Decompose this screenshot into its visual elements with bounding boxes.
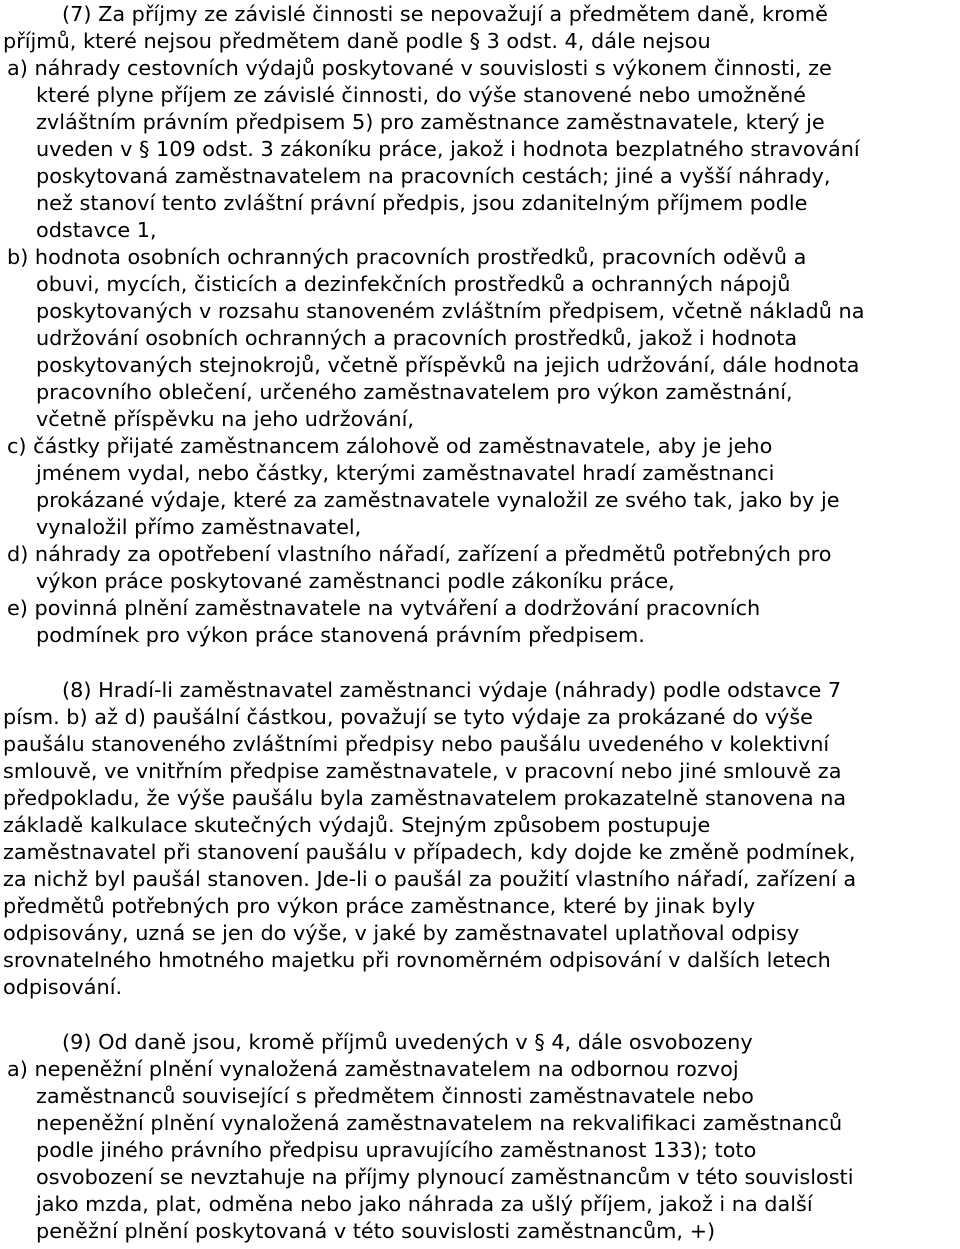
doc-line: poskytovaných stejnokrojů, včetně příspěvků na jejich udržování, dále hodnota [36,353,860,377]
doc-line: e) povinná plnění zaměstnavatele na vytváření a dodržování pracovních [7,596,761,620]
doc-line: jako mzda, plat, odměna nebo jako náhrada za ušlý příjem, jakož i na další [36,1192,813,1216]
doc-line: (9) Od daně jsou, kromě příjmů uvedených v § 4, dále osvobozeny [62,1030,753,1054]
doc-line: výkon práce poskytované zaměstnanci podle zákoníku práce, [36,569,675,593]
doc-line: (7) Za příjmy ze závislé činnosti se nepovažují a předmětem daně, kromě [62,2,828,26]
doc-line: b) hodnota osobních ochranných pracovních prostředků, pracovních oděvů a [7,245,807,269]
doc-line: základě kalkulace skutečných výdajů. Stejným způsobem postupuje [3,813,711,837]
doc-line: předmětů potřebných pro výkon práce zaměstnance, které by jinak byly [3,894,756,918]
doc-line: osvobození se nevztahuje na příjmy plynoucí zaměstnancům v této souvislosti [36,1165,854,1189]
doc-line: smlouvě, ve vnitřním předpise zaměstnavatele, v pracovní nebo jiné smlouvě za [3,759,842,783]
doc-line: podmínek pro výkon práce stanovená právním předpisem. [36,623,645,647]
doc-line: c) částky přijaté zaměstnancem zálohově od zaměstnavatele, aby je jeho [7,434,773,458]
doc-line: nepeněžní plnění vynaložená zaměstnavatelem na rekvalifikaci zaměstnanců [36,1111,843,1135]
doc-line: jménem vydal, nebo částky, kterými zaměstnavatel hradí zaměstnanci [36,461,775,485]
doc-line: za nichž byl paušál stanoven. Jde-li o paušál za použití vlastního nářadí, zařízení a [3,867,857,891]
doc-line: vynaložil přímo zaměstnavatel, [36,515,362,539]
doc-line: prokázané výdaje, které za zaměstnavatele vynaložil ze svého tak, jako by je [36,488,840,512]
doc-line: včetně příspěvku na jeho udržování, [36,407,414,431]
doc-line: (8) Hradí-li zaměstnavatel zaměstnanci výdaje (náhrady) podle odstavce 7 [62,678,842,702]
doc-line: písm. b) až d) paušální částkou, považují se tyto výdaje za prokázané do výše [3,705,813,729]
doc-line: obuvi, mycích, čisticích a dezinfekčních prostředků a ochranných nápojů [36,272,791,296]
doc-line: zvláštním právním předpisem 5) pro zaměstnance zaměstnavatele, který je [36,110,825,134]
doc-line: než stanoví tento zvláštní právní předpis, jsou zdanitelným příjmem podle [36,191,808,215]
doc-line: odstavce 1, [36,218,157,242]
doc-line: poskytovaná zaměstnavatelem na pracovních cestách; jiné a vyšší náhrady, [36,164,831,188]
doc-line: d) náhrady za opotřebení vlastního nářadí, zařízení a předmětů potřebných pro [7,542,832,566]
doc-line: které plyne příjem ze závislé činnosti, do výše stanovené nebo umožněné [36,83,806,107]
doc-line: udržování osobních ochranných a pracovních prostředků, jakož i hodnota [36,326,798,350]
doc-line: peněžní plnění poskytovaná v této souvislosti zaměstnancům, +) [36,1219,716,1243]
doc-line: zaměstnavatel při stanovení paušálu v případech, kdy dojde ke změně podmínek, [3,840,856,864]
doc-line: paušálu stanoveného zvláštními předpisy nebo paušálu uvedeného v kolektivní [3,732,830,756]
doc-line: příjmů, které nejsou předmětem daně podle § 3 odst. 4, dále nejsou [3,29,711,53]
doc-line: a) náhrady cestovních výdajů poskytované v souvislosti s výkonem činnosti, ze [7,56,832,80]
doc-line: zaměstnanců související s předmětem činnosti zaměstnavatele nebo [36,1084,754,1108]
doc-line: pracovního oblečení, určeného zaměstnavatelem pro výkon zaměstnání, [36,380,793,404]
doc-line: uveden v § 109 odst. 3 zákoníku práce, jakož i hodnota bezplatného stravování [36,137,860,161]
doc-line: odpisování. [3,975,123,999]
doc-line: a) nepeněžní plnění vynaložená zaměstnavatelem na odbornou rozvoj [7,1057,739,1081]
doc-line: odpisovány, uzná se jen do výše, v jaké by zaměstnavatel uplatňoval odpisy [3,921,800,945]
doc-line: předpokladu, že výše paušálu byla zaměstnavatelem prokazatelně stanovena na [3,786,847,810]
doc-line: srovnatelného hmotného majetku při rovnoměrném odpisování v dalších letech [3,948,831,972]
doc-line: podle jiného právního předpisu upravujícího zaměstnanost 133); toto [36,1138,757,1162]
doc-line: poskytovaných v rozsahu stanoveném zvláštním předpisem, včetně nákladů na [36,299,865,323]
